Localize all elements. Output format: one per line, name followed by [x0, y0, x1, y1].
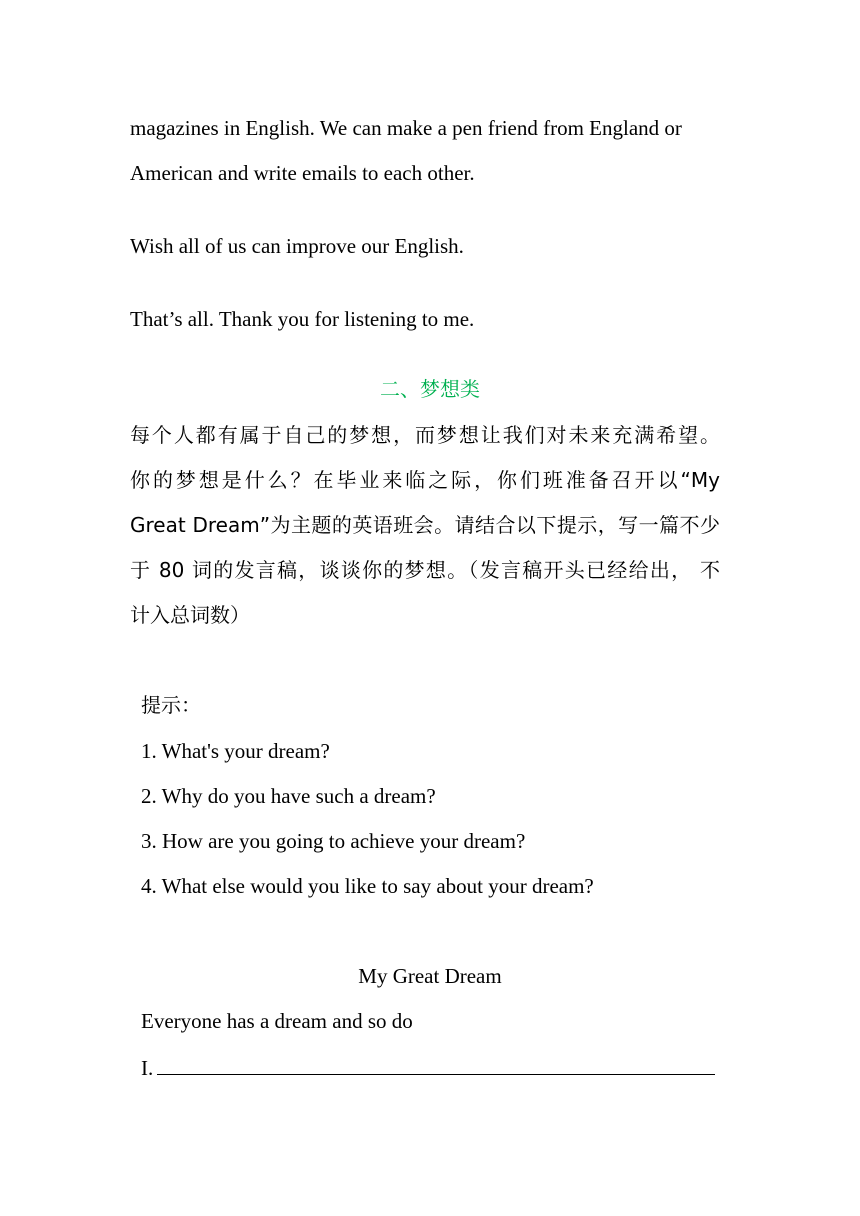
prompt-line-3: Great Dream”为主题的英语班会。请结合以下提示，写一篇不少	[130, 513, 720, 537]
hint-item: 4. What else would you like to say about your dream?	[141, 874, 594, 898]
passage-line-3: Wish all of us can improve our English.	[130, 234, 464, 258]
passage-line-4: That’s all. Thank you for listening to me.	[130, 307, 475, 331]
prompt-line-5: 计入总词数）	[130, 603, 250, 627]
section-heading: 二、梦想类	[380, 377, 480, 401]
prompt-line-4: 于 80 词的发言稿，谈谈你的梦想。（发言稿开头已经给出， 不	[130, 558, 720, 582]
answer-blank-line	[157, 1054, 715, 1075]
essay-opening-text: I.	[141, 1056, 154, 1080]
essay-opening-line-2	[141, 1054, 715, 1081]
prompt-line-1: 每个人都有属于自己的梦想，而梦想让我们对未来充满希望。	[130, 423, 720, 447]
hints-label: 提示：	[141, 693, 201, 717]
hint-item: 2. Why do you have such a dream?	[141, 784, 436, 808]
hint-item: 3. How are you going to achieve your dream?	[141, 829, 526, 853]
passage-line-1: magazines in English. We can make a pen friend from England or	[130, 116, 682, 140]
prompt-line-2: 你的梦想是什么？在毕业来临之际，你们班准备召开以“My	[130, 468, 720, 492]
passage-line-2: American and write emails to each other.	[130, 161, 475, 185]
essay-opening-line-1: Everyone has a dream and so do	[141, 1009, 413, 1033]
hint-item: 1. What's your dream?	[141, 739, 330, 763]
essay-title: My Great Dream	[358, 964, 502, 988]
